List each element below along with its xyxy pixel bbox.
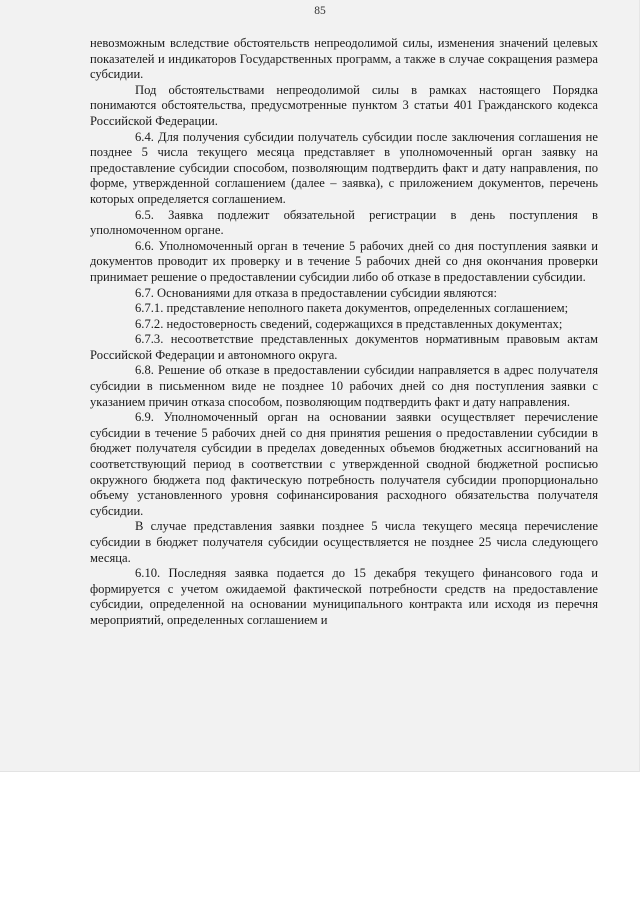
paragraph-force-majeure: Под обстоятельствами непреодолимой силы в рамках настоящего Порядка понимаются обстоятельства, предусмотренные пунктом 3 статьи 401 Гражданского кодекса Российской Федерации.	[90, 82, 598, 128]
page-number: 85	[314, 5, 326, 17]
paragraph-continuation: невозможным вследствие обстоятельств непреодолимой силы, изменения значений целевых показателей и индикаторов Государственных программ, а также в случае сокращения размера субсидии.	[90, 36, 598, 82]
paragraph-6-9: 6.9. Уполномоченный орган на основании заявки осуществляет перечисление субсидии в течение 5 рабочих дней со дня принятия решения о предоставлении субсидии в бюджет получателя субсидии в пределах доведенных объемов бюджетных ассигнований на соответствующий период в соответствии с утвержденной сводной бюджетной росписью окружного бюджета под фактическую потребность получателя субсидии пропорционально объему установленного уровня софинансирования расходного обязательства получателя субсидии.	[90, 410, 598, 518]
paragraph-late-request: В случае представления заявки позднее 5 числа текущего месяца перечисление субсидии в бюджет получателя субсидии осуществляется не позднее 25 числа следующего месяца.	[90, 519, 598, 565]
paragraph-6-10: 6.10. Последняя заявка подается до 15 декабря текущего финансового года и формируется с учетом ожидаемой фактической потребности средств на предоставление субсидии, определенной на основании муниципального контракта или исходя из перечня мероприятий, определенных соглашением и	[90, 566, 598, 627]
paragraph-6-7-3: 6.7.3. несоответствие представленных документов нормативным правовым актам Российской Федерации и автономного округа.	[90, 332, 598, 362]
paragraph-6-4: 6.4. Для получения субсидии получатель субсидии после заключения соглашения не позднее 5 числа текущего месяца представляет в уполномоченный орган заявку на предоставление субсидии способом, позволяющим подтвердить факт и дату направления, по форме, утвержденной соглашением (далее – заявка), с приложением документов, перечень которых определяется соглашением.	[90, 129, 598, 206]
paragraph-6-5: 6.5. Заявка подлежит обязательной регистрации в день поступления в уполномоченном органе.	[90, 207, 598, 238]
paragraph-6-7-2: 6.7.2. недостоверность сведений, содержащихся в представленных документах;	[135, 316, 563, 331]
paragraph-6-7: 6.7. Основаниями для отказа в предоставлении субсидии являются:	[135, 285, 497, 300]
document-body	[90, 36, 598, 629]
paragraph-6-8: 6.8. Решение об отказе в предоставлении субсидии направляется в адрес получателя субсидии в письменном виде не позднее 10 рабочих дней со дня поступления заявки с указанием причин отказа способом, позволяющим подтвердить факт и дату направления.	[90, 363, 598, 409]
blank-margin	[0, 772, 640, 905]
paragraph-6-7-1: 6.7.1. представление неполного пакета документов, определенных соглашением;	[135, 301, 569, 316]
paragraph-6-6: 6.6. Уполномоченный орган в течение 5 рабочих дней со дня поступления заявки и документов проводит их проверку и в течение 5 рабочих дней со дня окончания проверки принимает решение о предоставлении субсидии либо об отказе в предоставлении субсидии.	[90, 238, 598, 284]
